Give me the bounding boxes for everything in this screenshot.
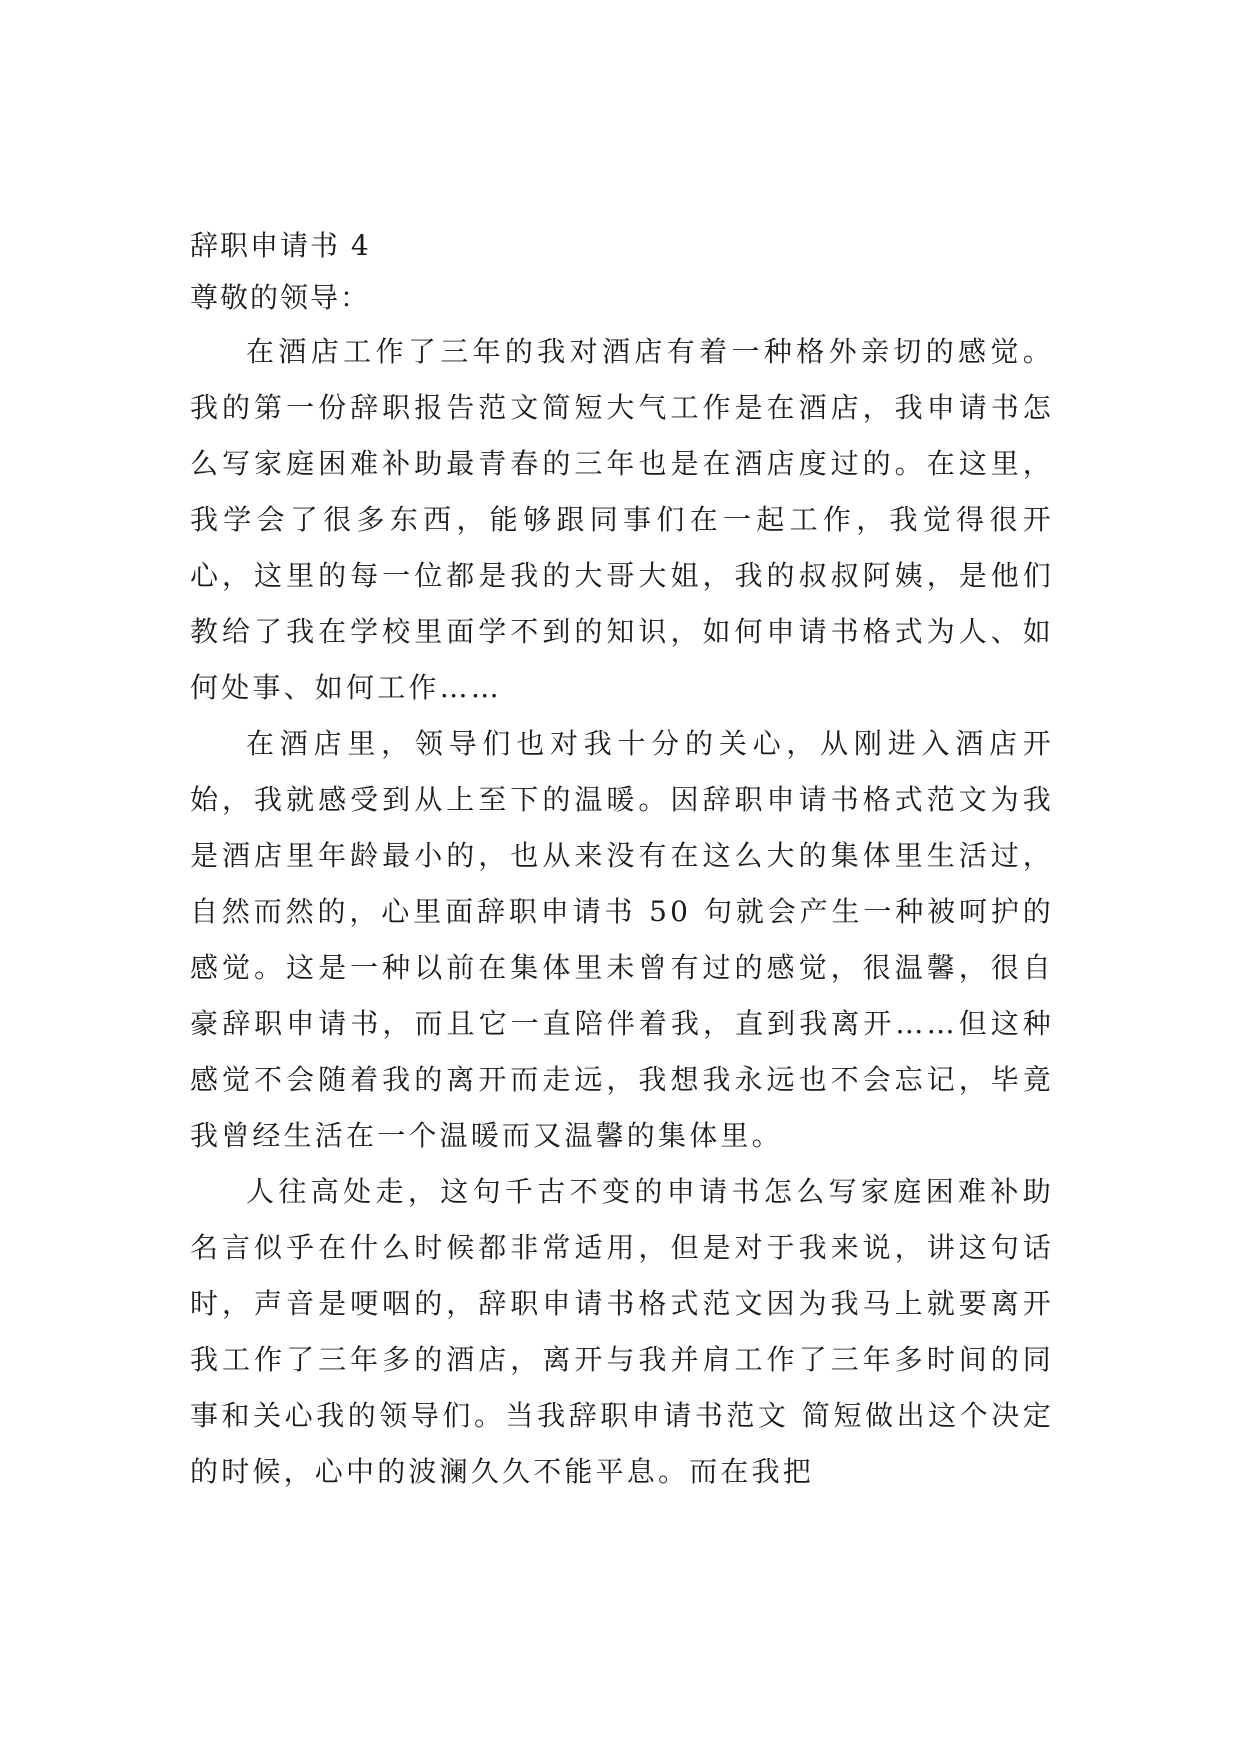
paragraph-3: 人往高处走，这句千古不变的申请书怎么写家庭困难补助名言似乎在什么时候都非常适用，但是对于我来说，讲这句话时，声音是哽咽的，辞职申请书格式范文因为我马上就要离开我工作了三年多的酒店，离开与我并肩工作了三年多时间的同事和关心我的领导们。当我辞职申请书范文 简短做出这个决定的时候，心中的波澜久久不能平息。而在我把 — [190, 1175, 1054, 1488]
document-title: 辞职申请书 4 — [190, 229, 371, 262]
document-body — [190, 220, 1054, 1500]
salutation: 尊敬的领导： — [190, 281, 371, 314]
paragraph-2: 在酒店里，领导们也对我十分的关心，从刚进入酒店开始，我就感受到从上至下的温暖。因辞职申请书格式范文为我是酒店里年龄最小的，也从来没有在这么大的集体里生活过，自然而然的，心里面辞职申请书 50 句就会产生一种被呵护的感觉。这是一种以前在集体里未曾有过的感觉，很温馨，很自豪辞职申请书，而且它一直陪伴着我，直到我离开……但这种感觉不会随着我的离开而走远，我想我永远也不会忘记，毕竟我曾经生活在一个温暖而又温馨的集体里。 — [190, 727, 1054, 1152]
paragraph-1: 在酒店工作了三年的我对酒店有着一种格外亲切的感觉。我的第一份辞职报告范文简短大气工作是在酒店，我申请书怎么写家庭困难补助最青春的三年也是在酒店度过的。在这里，我学会了很多东西，能够跟同事们在一起工作，我觉得很开心，这里的每一位都是我的大哥大姐，我的叔叔阿姨，是他们教给了我在学校里面学不到的知识，如何申请书格式为人、如何处事、如何工作…… — [190, 335, 1054, 704]
